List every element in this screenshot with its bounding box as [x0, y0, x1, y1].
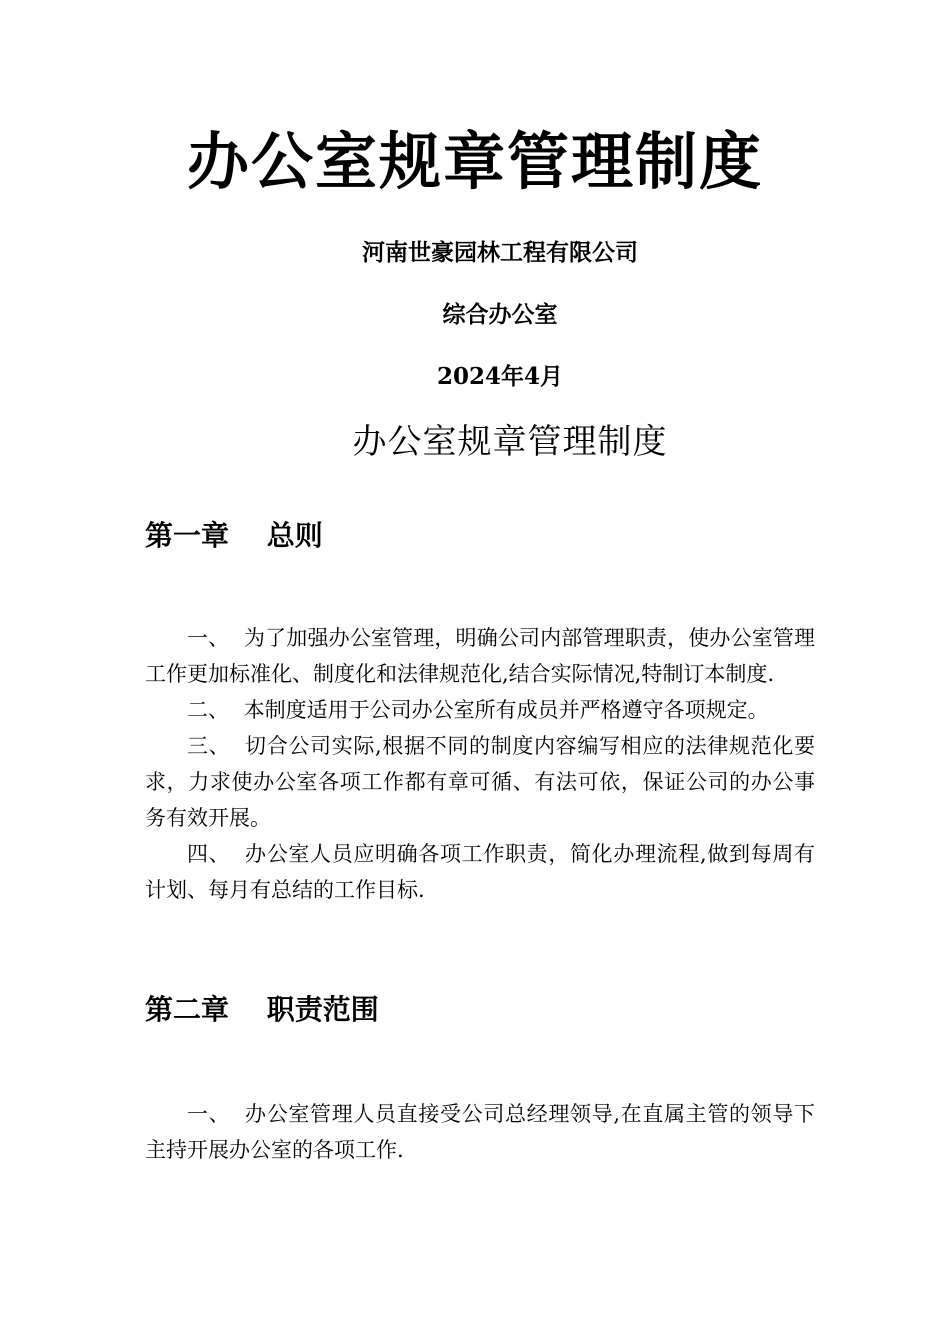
main-title: 办公室规章管理制度	[186, 125, 763, 198]
sub-title: 办公室规章管理制度	[352, 422, 668, 462]
paragraph	[145, 836, 815, 908]
paragraph	[145, 728, 815, 836]
paragraph-number: 四、	[187, 842, 231, 866]
chapter-2-body	[145, 1096, 815, 1168]
company-name: 河南世豪园林工程有限公司	[362, 239, 638, 266]
paragraph-text: 办公室管理人员直接受公司总经理领导,在直属主管的领导下主持开展办公室的各项工作.	[145, 1102, 815, 1162]
paragraph-text: 切合公司实际,根据不同的制度内容编写相应的法律规范化要求，力求使办公室各项工作都有章可循、有法可依，保证公司的办公事务有效开展。	[145, 734, 815, 830]
paragraph-text: 为了加强办公室管理，明确公司内部管理职责，使办公室管理工作更加标准化、制度化和法律规范化,结合实际情况,特制订本制度.	[145, 626, 816, 686]
chapter-1-body	[145, 620, 815, 908]
paragraph-number: 一、	[187, 626, 230, 650]
paragraph-number: 三、	[187, 734, 231, 758]
document-date: 2024年4月	[436, 363, 564, 390]
paragraph-number: 一、	[187, 1102, 231, 1126]
paragraph	[145, 692, 815, 728]
paragraph	[145, 620, 815, 692]
paragraph	[145, 1096, 815, 1168]
paragraph-text: 本制度适用于公司办公室所有成员并严格遵守各项规定。	[243, 698, 769, 722]
paragraph-text: 办公室人员应明确各项工作职责，简化办理流程,做到每周有计划、每月有总结的工作目标.	[145, 842, 815, 902]
chapter-1-heading: 第一章 总则	[145, 519, 323, 552]
paragraph-number: 二、	[187, 698, 229, 722]
chapter-2-heading: 第二章 职责范围	[145, 993, 379, 1026]
department-name: 综合办公室	[442, 301, 558, 328]
